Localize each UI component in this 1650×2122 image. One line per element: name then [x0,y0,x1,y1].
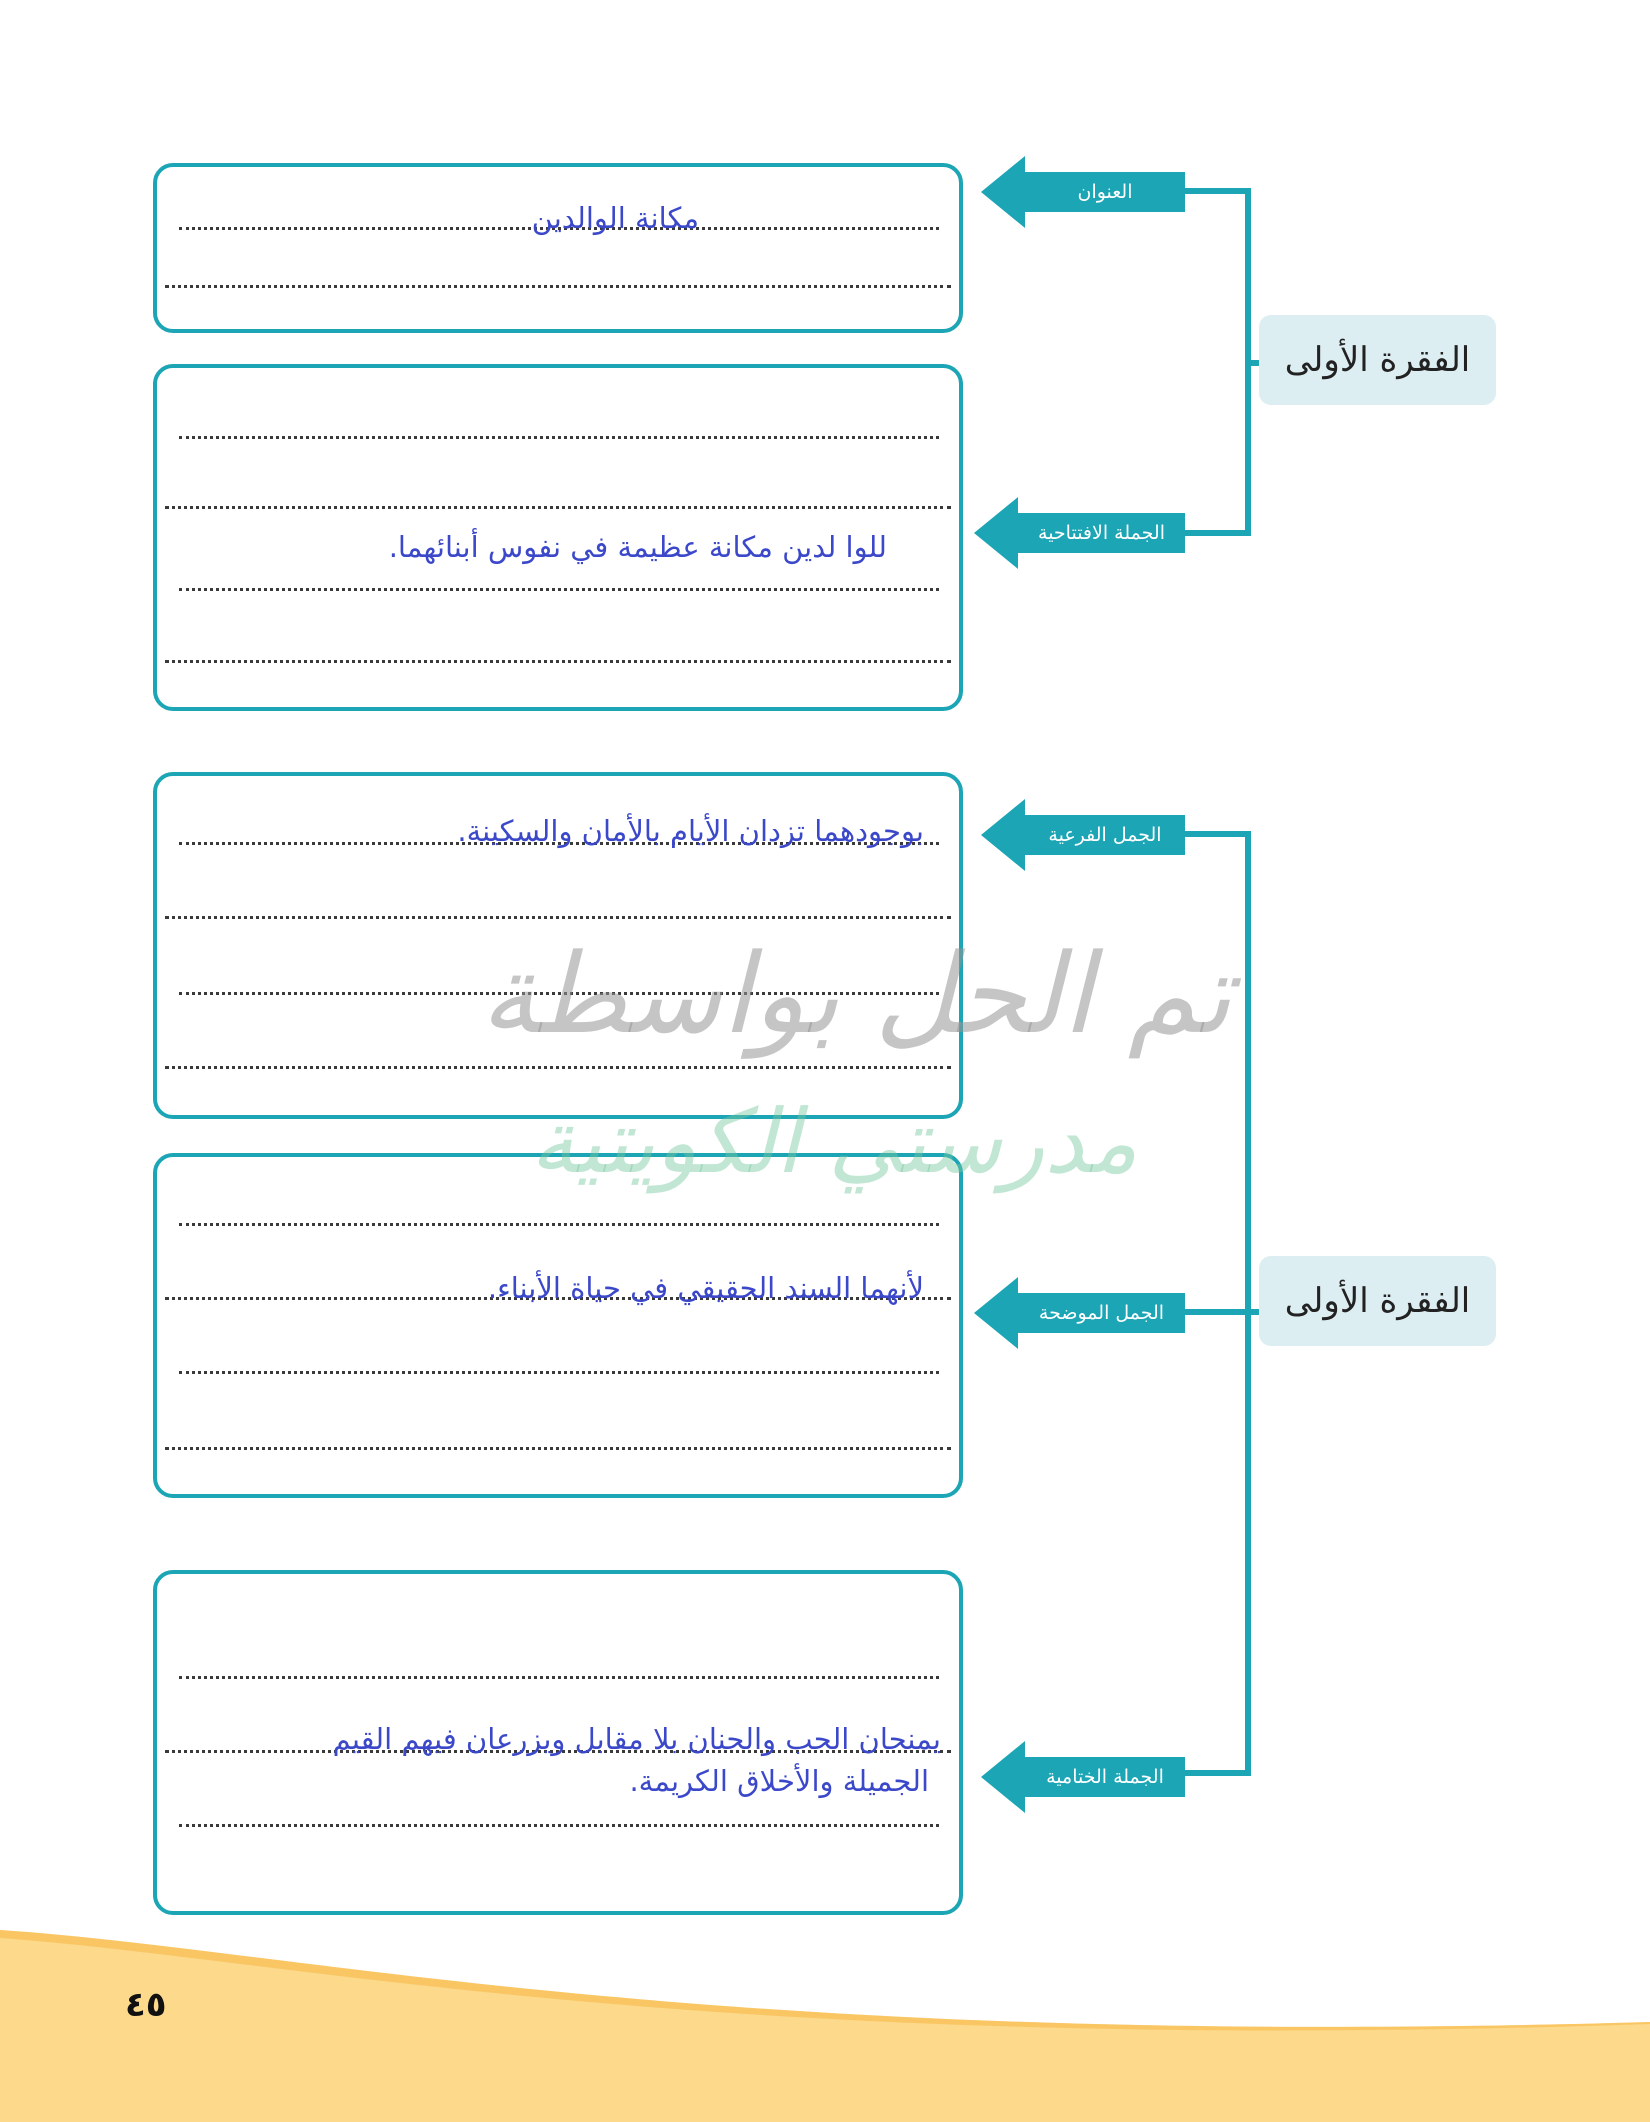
dotted-line [165,285,951,288]
sub-sentences-box [153,772,963,1119]
dotted-line [179,588,939,591]
sub-sentences-tag: الجمل الفرعية [1025,815,1185,855]
explanatory-sentences-box [153,1153,963,1498]
dotted-line [165,506,951,509]
connector-line [1183,831,1251,837]
explanatory-sentences-tag: الجمل الموضحة [1018,1293,1185,1333]
footer-band [0,1910,1650,2122]
dotted-line [165,916,951,919]
dotted-line [179,436,939,439]
closing-sentence-box [153,1570,963,1915]
dotted-line [179,992,939,995]
title-answer-box [153,163,963,333]
connector-line [1183,1309,1259,1315]
connector-line [1183,188,1251,194]
watermark-line-2: مدرستي الكويتية [530,1090,1138,1193]
dotted-line [165,1447,951,1450]
title-tag: العنوان [1025,172,1185,212]
dotted-line [165,660,951,663]
connector-line [1245,831,1251,1776]
dotted-line [179,1371,939,1374]
dotted-line [165,1066,951,1069]
dotted-line [179,1676,939,1679]
dotted-line [179,1223,939,1226]
opening-sentence-answer[interactable]: للوا لدين مكانة عظيمة في نفوس أبنائهما. [388,530,887,564]
connector-line [1183,530,1251,536]
opening-sentence-box [153,364,963,711]
watermark-line-1: تم الحل بواسطة [480,930,1232,1058]
dotted-line [179,1824,939,1827]
page-number: ٤٥ [125,1985,167,2025]
sub-sentences-answer[interactable]: بوجودهما تزدان الأيام بالأمان والسكينة. [457,814,924,848]
opening-sentence-tag: الجملة الافتتاحية [1018,513,1185,553]
title-answer[interactable]: مكانة الوالدين [531,201,699,235]
closing-sentence-tag: الجملة الختامية [1025,1757,1185,1797]
connector-line [1183,1770,1251,1776]
explanatory-sentences-answer[interactable]: لأنهما السند الحقيقي في حياة الأبناء. [487,1271,924,1305]
paragraph-2-label: الفقرة الأولى [1259,1256,1496,1346]
closing-sentence-answer-line-1[interactable]: يمنحان الحب والحنان بلا مقابل ويزرعان فيهم القيم [332,1722,941,1756]
paragraph-1-label: الفقرة الأولى [1259,315,1496,405]
closing-sentence-answer-line-2[interactable]: الجميلة والأخلاق الكريمة. [629,1764,929,1798]
